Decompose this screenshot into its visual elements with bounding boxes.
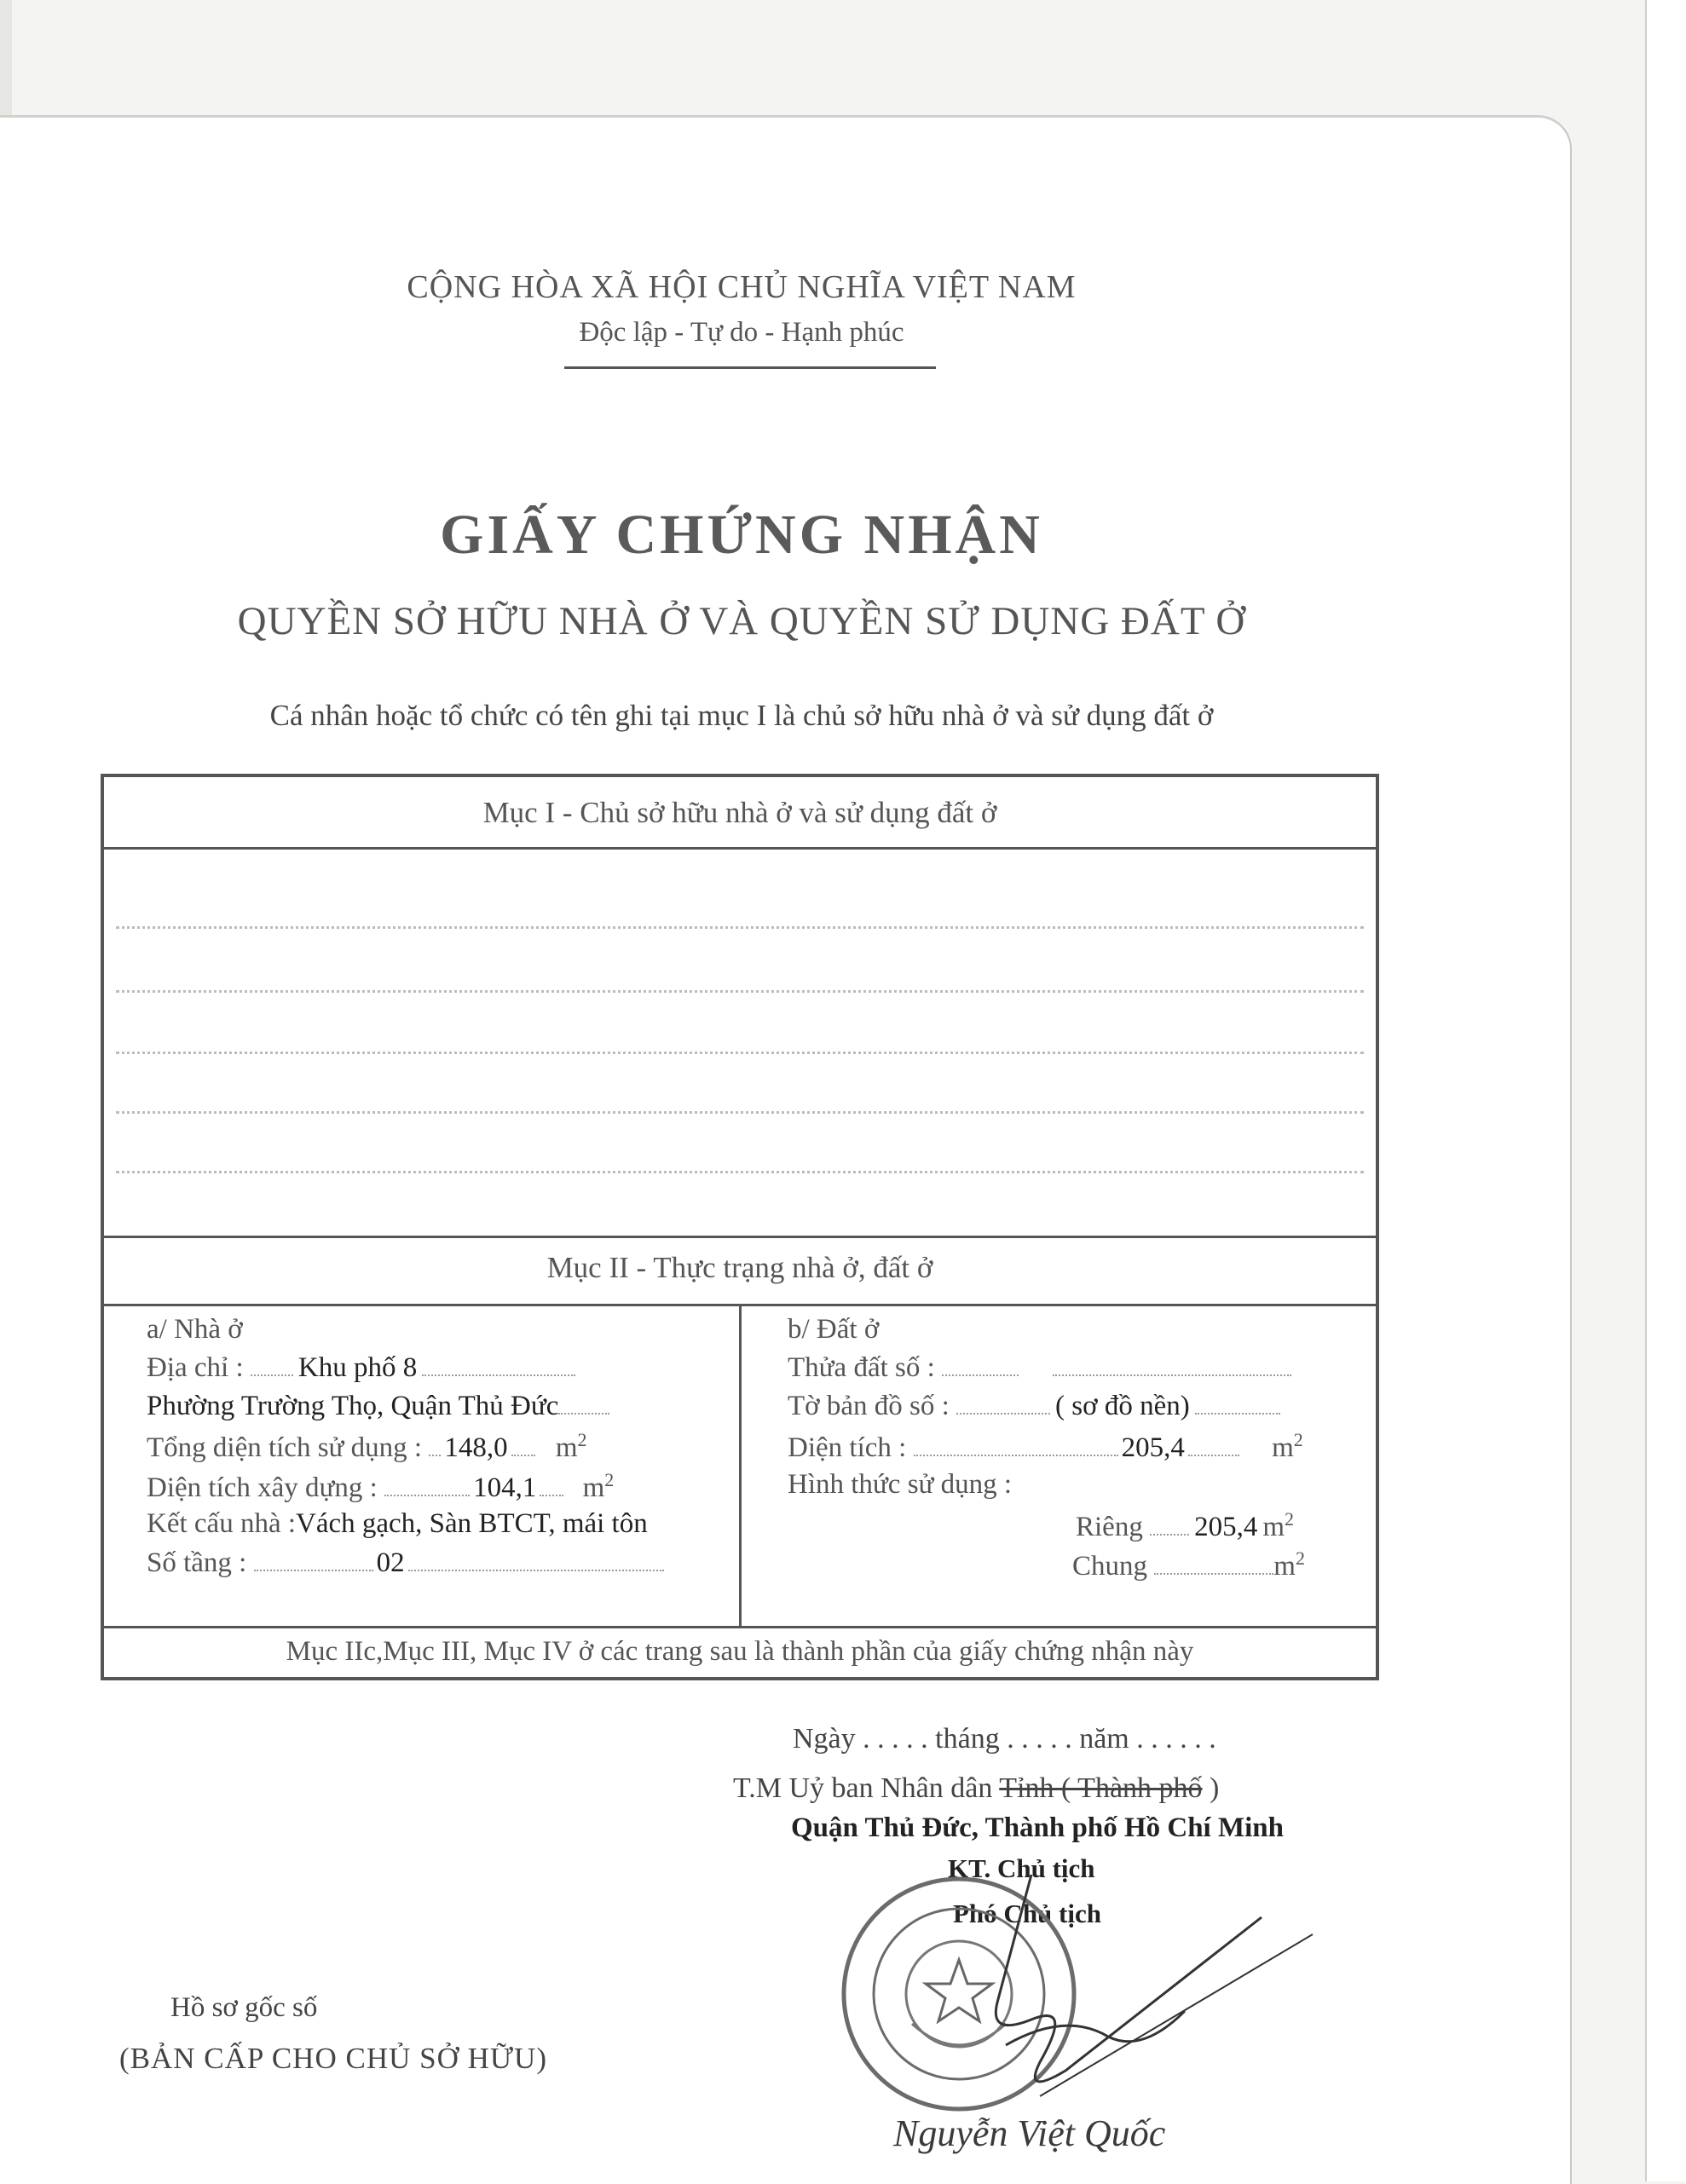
footer-note: Mục IIc,Mục III, Mục IV ở các trang sau là thành phần của giấy chứng nhận này — [286, 1636, 1194, 1667]
land-area-label: Diện tích : — [788, 1432, 907, 1463]
build-area-label: Diện tích xây dựng : — [147, 1472, 378, 1503]
owner-line-4 — [116, 1111, 1364, 1114]
address-line2-value: Phường Trường Thọ, Quận Thủ Đức — [147, 1391, 559, 1421]
structure-value: Vách gạch, Sàn BTCT, mái tôn — [296, 1508, 648, 1539]
house-address-row — [147, 1352, 575, 1384]
land-area-unit: $m^2$ — [1272, 1429, 1303, 1463]
private-row — [1076, 1508, 1294, 1543]
kt-chairman: KT. Chủ tịch — [948, 1853, 1095, 1883]
shared-label: Chung — [1072, 1551, 1148, 1582]
shared-unit: $m^2$ — [1273, 1547, 1305, 1582]
total-area-label: Tổng diện tích sử dụng : — [147, 1432, 423, 1463]
section1-divider — [104, 847, 1376, 850]
land-area-value: 205,4 — [1121, 1432, 1185, 1463]
floors-label: Số tầng : — [147, 1547, 247, 1578]
committee-prefix: T.M Uỷ ban Nhân dân — [733, 1772, 993, 1804]
address-value: Khu phố 8 — [297, 1352, 418, 1383]
house-heading: a/ Nhà ở — [147, 1314, 243, 1345]
motto-underline — [564, 366, 936, 369]
floors-value: 02 — [376, 1547, 405, 1578]
usage-row: Hình thức sử dụng : — [788, 1469, 1013, 1500]
land-area-row — [788, 1429, 1303, 1464]
owner-copy-label: (BẢN CẤP CHO CHỦ SỞ HỮU) — [119, 2042, 547, 2075]
map-row — [788, 1391, 1280, 1422]
republic-heading: CỘNG HÒA XÃ HỘI CHỦ NGHĨA VIỆT NAM — [407, 269, 1077, 305]
section2-top-divider — [104, 1236, 1376, 1238]
owner-line-5 — [116, 1171, 1364, 1173]
year-label: năm — [1079, 1723, 1129, 1755]
parcel-label: Thửa đất số : — [788, 1352, 935, 1383]
total-area-unit: $m^2$ — [555, 1429, 587, 1463]
private-label: Riêng — [1076, 1512, 1143, 1542]
owner-line-2 — [116, 990, 1364, 993]
day-label: Ngày — [793, 1723, 856, 1755]
signer-name: Nguyễn Việt Quốc — [893, 2112, 1166, 2154]
parcel-row — [788, 1352, 1291, 1384]
structure-label: Kết cấu nhà : — [147, 1508, 297, 1539]
owner-line-3 — [116, 1052, 1364, 1054]
map-label: Tờ bản đồ số : — [788, 1391, 950, 1421]
committee-suffix: ) — [1210, 1772, 1220, 1804]
section2-title: Mục II - Thực trạng nhà ở, đất ở — [546, 1251, 933, 1284]
footer-divider — [104, 1626, 1376, 1628]
floors-row — [147, 1547, 664, 1579]
section2-column-divider — [739, 1304, 742, 1628]
certificate-subtitle: QUYỀN SỞ HỮU NHÀ Ở VÀ QUYỀN SỬ DỤNG ĐẤT Ở — [237, 599, 1246, 643]
owner-line-1 — [116, 926, 1364, 929]
original-file-number: Hồ sơ gốc số — [170, 1992, 318, 2023]
month-label: tháng — [935, 1723, 1000, 1755]
scan-edge-right — [1645, 0, 1686, 2181]
shared-row — [1072, 1547, 1305, 1582]
private-value: 205,4 — [1194, 1512, 1258, 1542]
motto: Độc lập - Tự do - Hạnh phúc — [579, 317, 904, 348]
certificate-title: GIẤY CHỨNG NHẬN — [440, 504, 1043, 566]
total-area-row — [147, 1429, 587, 1464]
certificate-intro: Cá nhân hoặc tổ chức có tên ghi tại mục I là chủ sở hữu nhà ở và sử dụng đất ở — [269, 699, 1214, 732]
build-area-value: 104,1 — [473, 1472, 537, 1503]
committee-line — [733, 1772, 1219, 1805]
total-area-value: 148,0 — [444, 1432, 508, 1463]
official-seal-and-signature — [784, 1841, 1347, 2147]
address-label: Địa chỉ : — [147, 1352, 244, 1383]
build-area-unit: $m^2$ — [582, 1469, 615, 1503]
official-seal — [844, 1879, 1074, 2109]
district-line: Quận Thủ Đức, Thành phố Hồ Chí Minh — [791, 1812, 1284, 1843]
land-heading: b/ Đất ở — [788, 1314, 880, 1345]
certificate-table — [101, 774, 1379, 1680]
committee-struck: Tỉnh ( Thành phố — [999, 1772, 1203, 1804]
house-address-line2 — [147, 1391, 609, 1422]
private-unit: $m^2$ — [1262, 1508, 1294, 1542]
section1-title: Mục I - Chủ sở hữu nhà ở và sử dụng đất ở — [482, 796, 997, 829]
deputy-chairman: Phó Chủ tịch — [953, 1899, 1101, 1928]
structure-row — [147, 1508, 648, 1540]
issue-date-line: Ngày . . . . . tháng . . . . . năm . . . . . . — [793, 1723, 1216, 1755]
build-area-row — [147, 1469, 614, 1504]
map-value: ( sơ đồ nền) — [1055, 1391, 1190, 1421]
